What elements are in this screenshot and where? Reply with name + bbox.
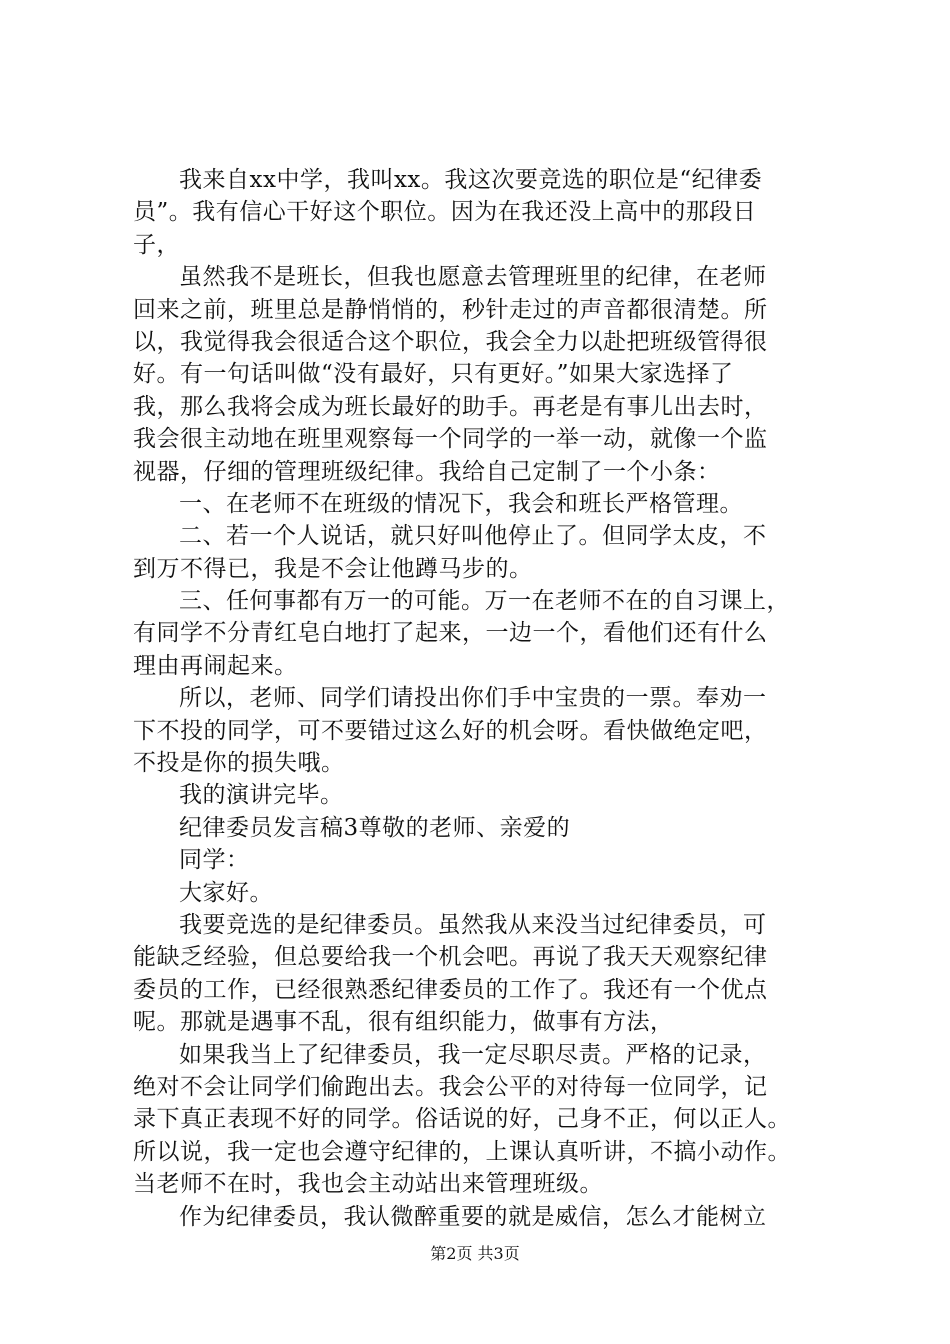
- text-line: 理由再闹起来。: [133, 652, 298, 679]
- page-footer: 第2页 共3页: [430, 1244, 520, 1263]
- text-line: 大家好。: [179, 879, 273, 906]
- text-line: 我的演讲完毕。: [179, 782, 344, 809]
- text-line: 员”。我有信心干好这个职位。因为在我还没上高中的那段日: [133, 199, 757, 226]
- text-line: 当老师不在时，我也会主动站出来管理班级。: [133, 1171, 603, 1198]
- text-line: 如果我当上了纪律委员，我一定尽职尽责。严格的记录，: [179, 1041, 767, 1068]
- text-line: 同学：: [179, 847, 250, 874]
- text-line: 好。有一句话叫做“没有最好，只有更好。”如果大家选择了: [133, 361, 734, 388]
- text-line: 所以，老师、同学们请投出你们手中宝贵的一票。奉劝一: [179, 685, 767, 712]
- text-line: 子，: [133, 231, 180, 258]
- text-line: 回来之前，班里总是静悄悄的，秒针走过的声音都很清楚。所: [133, 296, 768, 323]
- text-line: 我来自xx中学，我叫xx。我这次要竞选的职位是“纪律委: [179, 167, 763, 193]
- text-line: 纪律委员发言稿3尊敬的老师、亲爱的: [179, 814, 571, 841]
- text-line: 录下真正表现不好的同学。俗话说的好，己身不正，何以正人。: [133, 1106, 791, 1133]
- text-line: 我，那么我将会成为班长最好的助手。再老是有事儿出去时，: [133, 393, 768, 420]
- document-body: [133, 164, 833, 1233]
- text-line: 视器，仔细的管理班级纪律。我给自己定制了一个小条：: [133, 458, 721, 485]
- text-line: 呢。那就是遇事不乱，很有组织能力，做事有方法，: [133, 1009, 674, 1036]
- text-line: 作为纪律委员，我认微醉重要的就是威信，怎么才能树立: [179, 1203, 767, 1230]
- text-line: 有同学不分青红皂白地打了起来，一边一个，看他们还有什么: [133, 620, 768, 647]
- text-line: 我要竞选的是纪律委员。虽然我从来没当过纪律委员，可: [179, 911, 767, 938]
- text-line: 能缺乏经验，但总要给我一个机会吧。再说了我天天观察纪律: [133, 944, 768, 971]
- text-line: 委员的工作，已经很熟悉纪律委员的工作了。我还有一个优点: [133, 976, 768, 1003]
- text-line: 绝对不会让同学们偷跑出去。我会公平的对待每一位同学，记: [133, 1073, 768, 1100]
- text-line: 一、在老师不在班级的情况下，我会和班长严格管理。: [179, 490, 743, 517]
- text-line: 到万不得已，我是不会让他蹲马步的。: [133, 555, 533, 582]
- text-line: 三、任何事都有万一的可能。万一在老师不在的自习课上，: [179, 588, 790, 615]
- text-line: 二、若一个人说话，就只好叫他停止了。但同学太皮，不: [179, 523, 767, 550]
- text-line: 所以说，我一定也会遵守纪律的，上课认真听讲，不搞小动作。: [133, 1138, 791, 1165]
- text-line: 我会很主动地在班里观察每一个同学的一举一动，就像一个监: [133, 426, 768, 453]
- text-line: 下不投的同学，可不要错过这么好的机会呀。看快做绝定吧，: [133, 717, 768, 744]
- text-line: 不投是你的损失哦。: [133, 750, 345, 777]
- text-line: 以，我觉得我会很适合这个职位，我会全力以赴把班级管得很: [133, 328, 768, 355]
- text-line: 虽然我不是班长，但我也愿意去管理班里的纪律，在老师: [179, 264, 767, 291]
